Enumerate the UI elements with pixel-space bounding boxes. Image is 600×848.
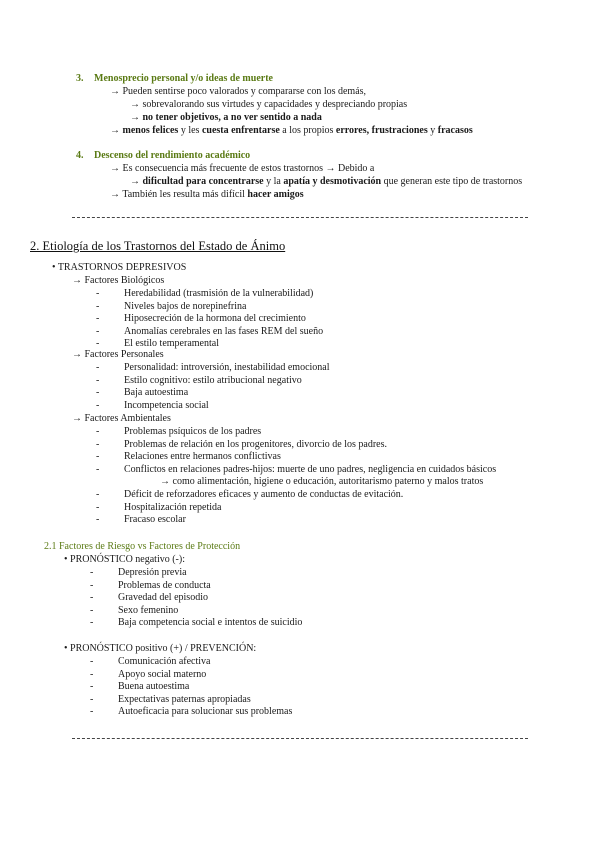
positive-item-text: Buena autoestima	[118, 681, 190, 693]
item4-line2	[130, 176, 522, 188]
environmental-item	[96, 464, 496, 476]
biological-item-text: Niveles bajos de norepinefrina	[124, 300, 247, 312]
bold-cuesta-enfrentarse: cuesta enfrentarse	[201, 125, 280, 136]
list-dash: -	[96, 514, 100, 526]
text-fragment: y les	[178, 125, 202, 136]
item4-title: Descenso del rendimiento académico	[94, 150, 251, 161]
negative-item-text: Gravedad del episodio	[118, 592, 208, 604]
item3-line2: → sobrevalorando sus virtudes y capacidades y despreciando propias	[130, 99, 408, 110]
list-dash: -	[90, 656, 94, 667]
list-dash: -	[96, 501, 100, 513]
list-dash: -	[90, 668, 94, 680]
negative-item-text: Baja competencia social e intentos de suicidio	[118, 617, 303, 629]
positive-item	[90, 681, 189, 693]
list-dash: -	[90, 617, 94, 629]
item3-line1: → Pueden sentirse poco valorados y compararse con los demás,	[110, 86, 367, 97]
personal-item	[96, 362, 330, 374]
item4-number: 4.	[76, 150, 84, 161]
list-dash: -	[96, 338, 100, 350]
text-fragment: → También les resulta más difícil	[110, 189, 248, 200]
positive-item-text: Autoeficacia para solucionar sus problemas	[118, 706, 293, 718]
biological-item-text: Hiposecreción de la hormona del crecimiento	[124, 313, 306, 325]
environmental-item-text: Conflictos en relaciones padres-hijos: muerte de uno padres, negligencia en cuidados básicos	[124, 463, 497, 475]
item3-number: 3.	[76, 73, 84, 84]
section-divider	[72, 217, 528, 218]
item3-line3: → no tener objetivos, a no ver sentido a nada	[130, 112, 322, 123]
list-dash: -	[90, 579, 94, 591]
negative-item	[90, 605, 178, 617]
section21-heading: 2.1 Factores de Riesgo vs Factores de Protección	[44, 541, 241, 552]
environmental-item-text: Fracaso escolar	[124, 514, 186, 526]
list-dash: -	[96, 463, 100, 475]
negative-item-text: Sexo femenino	[118, 604, 179, 616]
list-dash: -	[90, 567, 94, 578]
list-dash: -	[96, 313, 100, 325]
personal-item-text: Incompetencia social	[124, 399, 209, 411]
item4-heading	[76, 150, 250, 162]
negative-item	[90, 592, 208, 604]
list-dash: -	[96, 426, 100, 437]
environmental-item-text: Problemas de relación en los progenitores, divorcio de los padres.	[124, 438, 387, 450]
list-dash: -	[90, 592, 94, 604]
negative-item-text: Problemas de conducta	[118, 579, 211, 591]
item4-line3	[110, 189, 304, 201]
bullet-trastornos-depresivos: • TRASTORNOS DEPRESIVOS	[52, 262, 187, 273]
section-divider	[72, 738, 528, 739]
biological-item-text: Anomalías cerebrales en las fases REM del sueño	[124, 325, 324, 337]
list-dash: -	[90, 693, 94, 705]
environmental-item-text: Hospitalización repetida	[124, 501, 222, 513]
environmental-item	[96, 426, 261, 438]
bold-fracasos: fracasos	[437, 125, 473, 136]
negative-item	[90, 617, 302, 629]
personal-item	[96, 400, 209, 412]
personal-item	[96, 375, 302, 387]
positive-item-text: Expectativas paternas apropiadas	[118, 693, 251, 705]
personal-item	[96, 387, 188, 399]
list-dash: -	[96, 399, 100, 411]
list-dash: -	[90, 681, 94, 693]
negative-item-text: Depresión previa	[118, 567, 187, 578]
positive-item	[90, 706, 292, 718]
list-dash: -	[90, 706, 94, 718]
text-fragment: y la	[263, 176, 284, 187]
environmental-item	[96, 514, 186, 526]
biological-item	[96, 288, 313, 300]
positive-item-text: Apoyo social materno	[118, 668, 207, 680]
list-dash: -	[96, 489, 100, 500]
list-dash: -	[96, 451, 100, 463]
text-fragment: que generan este tipo de trastornos	[381, 176, 523, 187]
biological-item	[96, 326, 323, 338]
negative-item	[90, 567, 187, 579]
biological-item-text: Heredabilidad (trasmisión de la vulnerabilidad)	[124, 288, 314, 299]
environmental-item	[96, 439, 387, 451]
list-dash: -	[96, 374, 100, 386]
list-dash: -	[96, 387, 100, 399]
text-fragment: a los propios	[279, 125, 336, 136]
biological-item-text: El estilo temperamental	[124, 338, 219, 350]
environmental-continuation: → como alimentación, higiene o educación, autoritarismo paterno y malos tratos	[160, 476, 484, 488]
biological-item	[96, 313, 306, 325]
environmental-item-text: Problemas psíquicos de los padres	[124, 426, 262, 437]
bold-apatia: apatía y desmotivación	[283, 176, 382, 187]
pronostico-negativo-label: • PRONÓSTICO negativo (-):	[64, 554, 185, 565]
list-dash: -	[96, 300, 100, 312]
item3-title: Menosprecio personal y/o ideas de muerte	[94, 73, 273, 84]
personal-item-text: Personalidad: introversión, inestabilidad emocional	[124, 362, 330, 373]
pronostico-positivo-label: • PRONÓSTICO positivo (+) / PREVENCIÓN:	[64, 643, 257, 654]
factores-biologicos-label: → Factores Biológicos	[72, 275, 165, 286]
environmental-item-text: Relaciones entre hermanos conflictivas	[124, 451, 281, 463]
item3-heading	[76, 73, 273, 85]
positive-item	[90, 694, 251, 706]
environmental-item-text: Déficit de reforzadores eficaces y aumento de conductas de evitación.	[124, 489, 404, 500]
list-dash: -	[96, 288, 100, 299]
negative-item	[90, 580, 211, 592]
biological-item	[96, 301, 246, 313]
positive-item-text: Comunicación afectiva	[118, 656, 211, 667]
personal-item-text: Estilo cognitivo: estilo atribucional negativo	[124, 374, 302, 386]
list-dash: -	[96, 362, 100, 373]
arrow-text: →	[110, 125, 123, 136]
positive-item	[90, 656, 210, 668]
item3-line4	[110, 125, 473, 137]
item4-line1: → Es consecuencia más frecuente de estos trastornos → Debido a	[110, 163, 375, 174]
bold-errores: errores, frustraciones	[335, 125, 428, 136]
bold-menos-felices: menos felices	[122, 125, 179, 136]
factores-ambientales-label: → Factores Ambientales	[72, 413, 171, 424]
bold-hacer-amigos: hacer amigos	[247, 189, 304, 200]
bold-dificultad: dificultad para concentrarse	[142, 176, 264, 187]
factores-personales-label: → Factores Personales	[72, 349, 164, 360]
positive-item	[90, 669, 206, 681]
environmental-item	[96, 489, 403, 501]
personal-item-text: Baja autoestima	[124, 387, 189, 399]
list-dash: -	[90, 604, 94, 616]
text-fragment: y	[427, 125, 438, 136]
list-dash: -	[96, 438, 100, 450]
arrow-text: →	[130, 176, 143, 187]
environmental-item	[96, 502, 221, 514]
list-dash: -	[96, 325, 100, 337]
environmental-item	[96, 451, 281, 463]
section2-heading: 2. Etiología de los Trastornos del Estado de Ánimo	[30, 239, 286, 253]
